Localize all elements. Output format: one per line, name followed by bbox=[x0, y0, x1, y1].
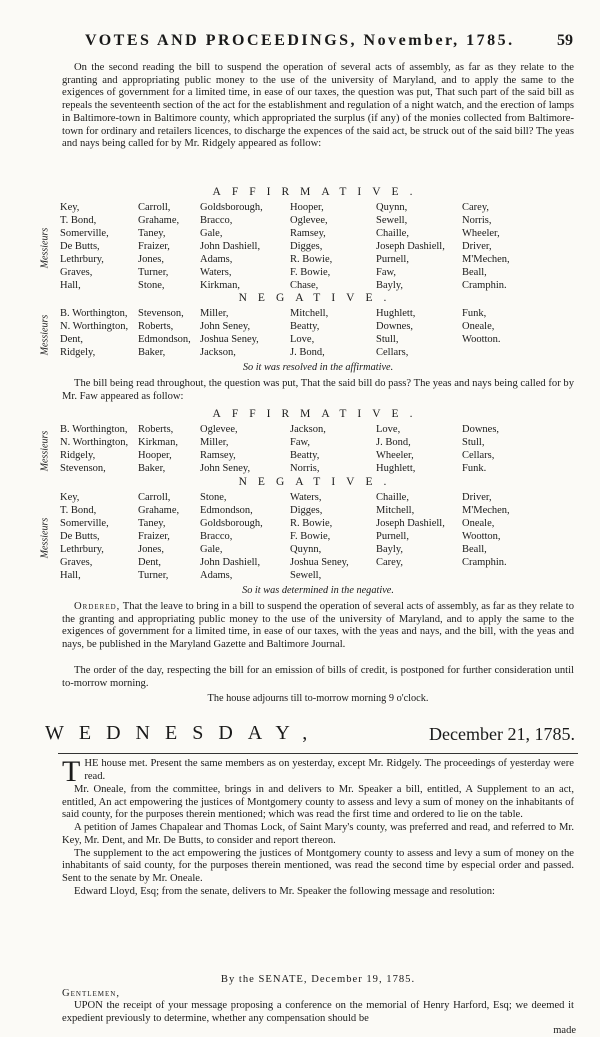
member-name: Carey, bbox=[462, 202, 490, 213]
member-name: Bayly, bbox=[376, 544, 404, 555]
member-name: Dent, bbox=[60, 334, 84, 345]
ordered-paragraph bbox=[62, 601, 574, 652]
member-name: John Seney, bbox=[200, 463, 251, 474]
page-number: 59 bbox=[557, 32, 573, 49]
member-name: Joseph Dashiell, bbox=[376, 241, 445, 252]
member-name: Ramsey, bbox=[290, 228, 326, 239]
member-name: Miller, bbox=[200, 437, 229, 448]
member-name: Oglevee, bbox=[200, 424, 238, 435]
member-name: De Butts, bbox=[60, 241, 100, 252]
member-name: Downes, bbox=[462, 424, 500, 435]
member-name: Love, bbox=[376, 424, 401, 435]
member-name: T. Bond, bbox=[60, 215, 97, 226]
oneale-bill-text: Mr. Oneale, from the committee, brings in and delivers to Mr. Speaker a bill, entitled, A Supplement to an act, entitled, An act empowering the justices of Montgomery county to assess and levy a sum of money on the inhabitants of said county, for the purposes therein mentioned; which was read the first time and ordered to lie on the table. bbox=[62, 784, 574, 821]
member-name: Stull, bbox=[376, 334, 399, 345]
vote1-affirmative-list bbox=[38, 202, 578, 294]
member-name: Cramphin. bbox=[462, 557, 507, 568]
member-name: Gale, bbox=[200, 544, 223, 555]
day-rule bbox=[58, 753, 578, 754]
member-name: Adams, bbox=[200, 570, 233, 581]
name-row bbox=[38, 570, 578, 583]
vote1-result: So it was resolved in the affirmative. bbox=[242, 362, 394, 373]
middle-text: The bill being read throughout, the question was put, That the said bill do pass? The yeas and nays being called for by Mr. Faw appeared as follow: bbox=[62, 378, 574, 402]
member-name: Oglevee, bbox=[290, 215, 328, 226]
member-name: John Seney, bbox=[200, 321, 251, 332]
supplement-text: The supplement to the act empowering the justices of Montgomery county to assess and levy a sum of money on the inhabitants of said county, for the purposes therein mentioned, was read the second time by especial order and passed. Sent to the senate by Mr. Oneale. bbox=[62, 847, 574, 884]
member-name: B. Worthington, bbox=[60, 424, 128, 435]
member-name: Somerville, bbox=[60, 228, 109, 239]
proceedings-body bbox=[62, 755, 574, 898]
member-name: Gale, bbox=[200, 228, 223, 239]
member-name: Funk, bbox=[462, 308, 487, 319]
member-name: Ramsey, bbox=[200, 450, 236, 461]
member-name: Fraizer, bbox=[138, 241, 170, 252]
member-name: Quynn, bbox=[290, 544, 322, 555]
vote2-result: So it was determined in the negative. bbox=[242, 585, 394, 596]
member-name: Edmondson, bbox=[200, 505, 253, 516]
member-name: John Dashiell, bbox=[200, 557, 261, 568]
member-name: Grahame, bbox=[138, 505, 180, 516]
member-name: Wheeler, bbox=[462, 228, 500, 239]
member-name: Mitchell, bbox=[376, 505, 415, 516]
name-row bbox=[38, 505, 578, 518]
member-name: Chaille, bbox=[376, 228, 409, 239]
intro-paragraph bbox=[62, 62, 574, 151]
member-name: Beall, bbox=[462, 544, 487, 555]
middle-paragraph bbox=[62, 378, 574, 403]
member-name: Jackson, bbox=[200, 347, 236, 358]
member-name: Lethrbury, bbox=[60, 544, 104, 555]
member-name: Carroll, bbox=[138, 202, 171, 213]
member-name: Taney, bbox=[138, 518, 166, 529]
name-row bbox=[38, 334, 578, 347]
member-name: Goldsborough, bbox=[200, 518, 263, 529]
house-met-text: HE house met. Present the same members as on yesterday, except Mr. Ridgely. The proceedings of yesterday were read. bbox=[84, 758, 574, 782]
catchword: made bbox=[553, 1025, 576, 1036]
member-name: Roberts, bbox=[138, 424, 174, 435]
member-name: Edmondson, bbox=[138, 334, 191, 345]
member-name: Somerville, bbox=[60, 518, 109, 529]
member-name: John Dashiell, bbox=[200, 241, 261, 252]
member-name: Digges, bbox=[290, 505, 323, 516]
member-name: Downes, bbox=[376, 321, 414, 332]
member-name: J. Bond, bbox=[376, 437, 411, 448]
member-name: R. Bowie, bbox=[290, 254, 333, 265]
member-name: Ridgely, bbox=[60, 347, 96, 358]
drop-cap: T bbox=[62, 755, 81, 788]
member-name: Roberts, bbox=[138, 321, 174, 332]
member-name: Joseph Dashiell, bbox=[376, 518, 445, 529]
intro-text: On the second reading the bill to suspend the operation of several acts of assembly, as far as they relate to the granting and appropriating public money to the use of the university of Maryland, and to apply the same to the exigences of government for a limited time, in ease of our taxes, the question was put, That such part of the said bill as repeals the seventeenth section of the act for the establishment and regulation of a night watch, and the erection of lamps in Baltimore-town in Baltimore county, which appropriated the surplus (if any) of the monies collected from Baltimore-town for ordinary and retailers licences, to discharge the expences of the said act, be struck out of the said bill? The yeas and nays being called for by Mr. Ridgely appeared as follow: bbox=[62, 62, 574, 150]
senate-letter-text: UPON the receipt of your message proposing a conference on the memorial of Henry Harford, Esq; we deemed it expedient previously to determine, whether any compensation should be bbox=[62, 1000, 574, 1024]
member-name: Faw, bbox=[376, 267, 397, 278]
name-row bbox=[38, 531, 578, 544]
lloyd-message-text: Edward Lloyd, Esq; from the senate, delivers to Mr. Speaker the following message and resolution: bbox=[74, 885, 496, 897]
member-name: M'Mechen, bbox=[462, 505, 510, 516]
member-name: Cellars, bbox=[376, 347, 409, 358]
member-name: Graves, bbox=[60, 557, 93, 568]
member-name: N. Worthington, bbox=[60, 437, 129, 448]
member-name: Purnell, bbox=[376, 531, 409, 542]
member-name: R. Bowie, bbox=[290, 518, 333, 529]
member-name: Dent, bbox=[138, 557, 162, 568]
vote2-negative-list bbox=[38, 492, 578, 584]
member-name: Purnell, bbox=[376, 254, 409, 265]
name-row bbox=[38, 228, 578, 241]
member-name: Chaille, bbox=[376, 492, 409, 503]
member-name: Goldsborough, bbox=[200, 202, 263, 213]
member-name: Beatty, bbox=[290, 321, 320, 332]
member-name: Chase, bbox=[290, 280, 319, 291]
member-name: Miller, bbox=[200, 308, 229, 319]
messieurs-label: Messieurs bbox=[39, 314, 51, 355]
member-name: Oneale, bbox=[462, 518, 495, 529]
member-name: Carroll, bbox=[138, 492, 171, 503]
member-name: Beatty, bbox=[290, 450, 320, 461]
member-name: Wootton. bbox=[462, 334, 501, 345]
name-row bbox=[38, 492, 578, 505]
salutation: Gentlemen, bbox=[62, 988, 121, 999]
order-of-day-text: The order of the day, respecting the bill for an emission of bills of credit, is postponed for further consideration until to-morrow morning. bbox=[62, 665, 574, 689]
member-name: Hooper, bbox=[290, 202, 324, 213]
senate-heading: By the SENATE, December 19, 1785. bbox=[220, 974, 416, 985]
member-name: N. Worthington, bbox=[60, 321, 129, 332]
member-name: Stone, bbox=[200, 492, 227, 503]
vote2-affirmative-list bbox=[38, 424, 578, 477]
member-name: Jackson, bbox=[290, 424, 326, 435]
member-name: Hall, bbox=[60, 570, 81, 581]
member-name: Graves, bbox=[60, 267, 93, 278]
name-row bbox=[38, 241, 578, 254]
member-name: Oneale, bbox=[462, 321, 495, 332]
member-name: B. Worthington, bbox=[60, 308, 128, 319]
member-name: Hughlett, bbox=[376, 308, 416, 319]
member-name: Cramphin. bbox=[462, 280, 507, 291]
member-name: Key, bbox=[60, 492, 80, 503]
member-name: Fraizer, bbox=[138, 531, 170, 542]
running-title: VOTES AND PROCEEDINGS, November, 1785. bbox=[85, 32, 515, 49]
member-name: Stull, bbox=[462, 437, 485, 448]
name-row bbox=[38, 424, 578, 437]
member-name: Key, bbox=[60, 202, 80, 213]
member-name: Quynn, bbox=[376, 202, 408, 213]
name-row bbox=[38, 518, 578, 531]
member-name: Driver, bbox=[462, 241, 492, 252]
member-name: Kirkman, bbox=[200, 280, 240, 291]
member-name: Norris, bbox=[462, 215, 492, 226]
name-row bbox=[38, 321, 578, 334]
member-name: Digges, bbox=[290, 241, 323, 252]
member-name: Faw, bbox=[290, 437, 311, 448]
member-name: Norris, bbox=[290, 463, 320, 474]
member-name: Hall, bbox=[60, 280, 81, 291]
ordered-text: That the leave to bring in a bill to suspend the operation of several acts of assembly, as far as they relate to the granting and appropriating public money to the use of the university of Maryland, and to apply the same to the exigences of government for a limited time, in ease of our taxes, with the yeas and nays, and the bill, with the yeas and nays, be published in the Maryland Gazette and Baltimore Journal. bbox=[62, 601, 574, 651]
adjournment-note: The house adjourns till to-morrow morning 9 o'clock. bbox=[207, 693, 429, 704]
member-name: Wootton, bbox=[462, 531, 501, 542]
day-date: December 21, 1785. bbox=[429, 724, 575, 744]
messieurs-label: Messieurs bbox=[39, 517, 51, 559]
member-name: Baker, bbox=[138, 463, 166, 474]
member-name: Joshua Seney, bbox=[290, 557, 349, 568]
member-name: Taney, bbox=[138, 228, 166, 239]
day-name: WEDNESDAY, bbox=[45, 722, 323, 744]
member-name: Hughlett, bbox=[376, 463, 416, 474]
member-name: Mitchell, bbox=[290, 308, 329, 319]
member-name: Jones, bbox=[138, 254, 164, 265]
member-name: Turner, bbox=[138, 267, 169, 278]
name-row bbox=[38, 308, 578, 321]
member-name: Baker, bbox=[138, 347, 166, 358]
name-row bbox=[38, 437, 578, 450]
vote1-negative-heading: NEGATIVE. bbox=[238, 292, 398, 304]
name-row bbox=[38, 215, 578, 228]
senate-letter bbox=[62, 1000, 574, 1025]
member-name: Carey, bbox=[376, 557, 404, 568]
member-name: Bracco, bbox=[200, 215, 233, 226]
name-row bbox=[38, 544, 578, 557]
name-row bbox=[38, 557, 578, 570]
vote1-affirmative-heading: AFFIRMATIVE. bbox=[212, 186, 424, 198]
page-header bbox=[55, 32, 575, 54]
member-name: M'Mechen, bbox=[462, 254, 510, 265]
messieurs-label: Messieurs bbox=[39, 430, 51, 471]
member-name: Stevenson, bbox=[138, 308, 184, 319]
vote1-negative-list bbox=[38, 308, 578, 361]
member-name: Cellars, bbox=[462, 450, 495, 461]
member-name: F. Bowie, bbox=[290, 267, 331, 278]
member-name: Lethrbury, bbox=[60, 254, 104, 265]
name-row bbox=[38, 450, 578, 463]
member-name: Stone, bbox=[138, 280, 165, 291]
member-name: Hooper, bbox=[138, 450, 172, 461]
member-name: Joshua Seney, bbox=[200, 334, 259, 345]
name-row bbox=[38, 463, 578, 476]
petition-text: A petition of James Chapalear and Thomas Lock, of Saint Mary's county, was preferred and read, and referred to Mr. Key, Mr. Dent, and Mr. De Butts, to consider and report thereon. bbox=[62, 822, 574, 846]
name-row bbox=[38, 267, 578, 280]
member-name: Grahame, bbox=[138, 215, 180, 226]
vote2-negative-heading: NEGATIVE. bbox=[238, 476, 398, 488]
member-name: Adams, bbox=[200, 254, 233, 265]
member-name: Jones, bbox=[138, 544, 164, 555]
order-of-day-paragraph bbox=[62, 665, 574, 690]
member-name: Driver, bbox=[462, 492, 492, 503]
name-row bbox=[38, 254, 578, 267]
name-row bbox=[38, 202, 578, 215]
member-name: De Butts, bbox=[60, 531, 100, 542]
member-name: Waters, bbox=[290, 492, 322, 503]
member-name: Bracco, bbox=[200, 531, 233, 542]
member-name: Ridgely, bbox=[60, 450, 96, 461]
member-name: Beall, bbox=[462, 267, 487, 278]
member-name: Love, bbox=[290, 334, 315, 345]
ordered-lead: Ordered, bbox=[74, 601, 121, 612]
vote2-affirmative-heading: AFFIRMATIVE. bbox=[212, 408, 424, 420]
name-row bbox=[38, 347, 578, 360]
member-name: J. Bond, bbox=[290, 347, 325, 358]
member-name: F. Bowie, bbox=[290, 531, 331, 542]
member-name: Kirkman, bbox=[138, 437, 178, 448]
member-name: Waters, bbox=[200, 267, 232, 278]
member-name: Turner, bbox=[138, 570, 169, 581]
member-name: Bayly, bbox=[376, 280, 404, 291]
member-name: Sewell, bbox=[290, 570, 322, 581]
member-name: Wheeler, bbox=[376, 450, 414, 461]
member-name: Stevenson, bbox=[60, 463, 106, 474]
day-heading bbox=[45, 722, 575, 750]
member-name: Sewell, bbox=[376, 215, 408, 226]
member-name: Funk. bbox=[462, 463, 487, 474]
member-name: T. Bond, bbox=[60, 505, 97, 516]
messieurs-label: Messieurs bbox=[39, 227, 51, 269]
